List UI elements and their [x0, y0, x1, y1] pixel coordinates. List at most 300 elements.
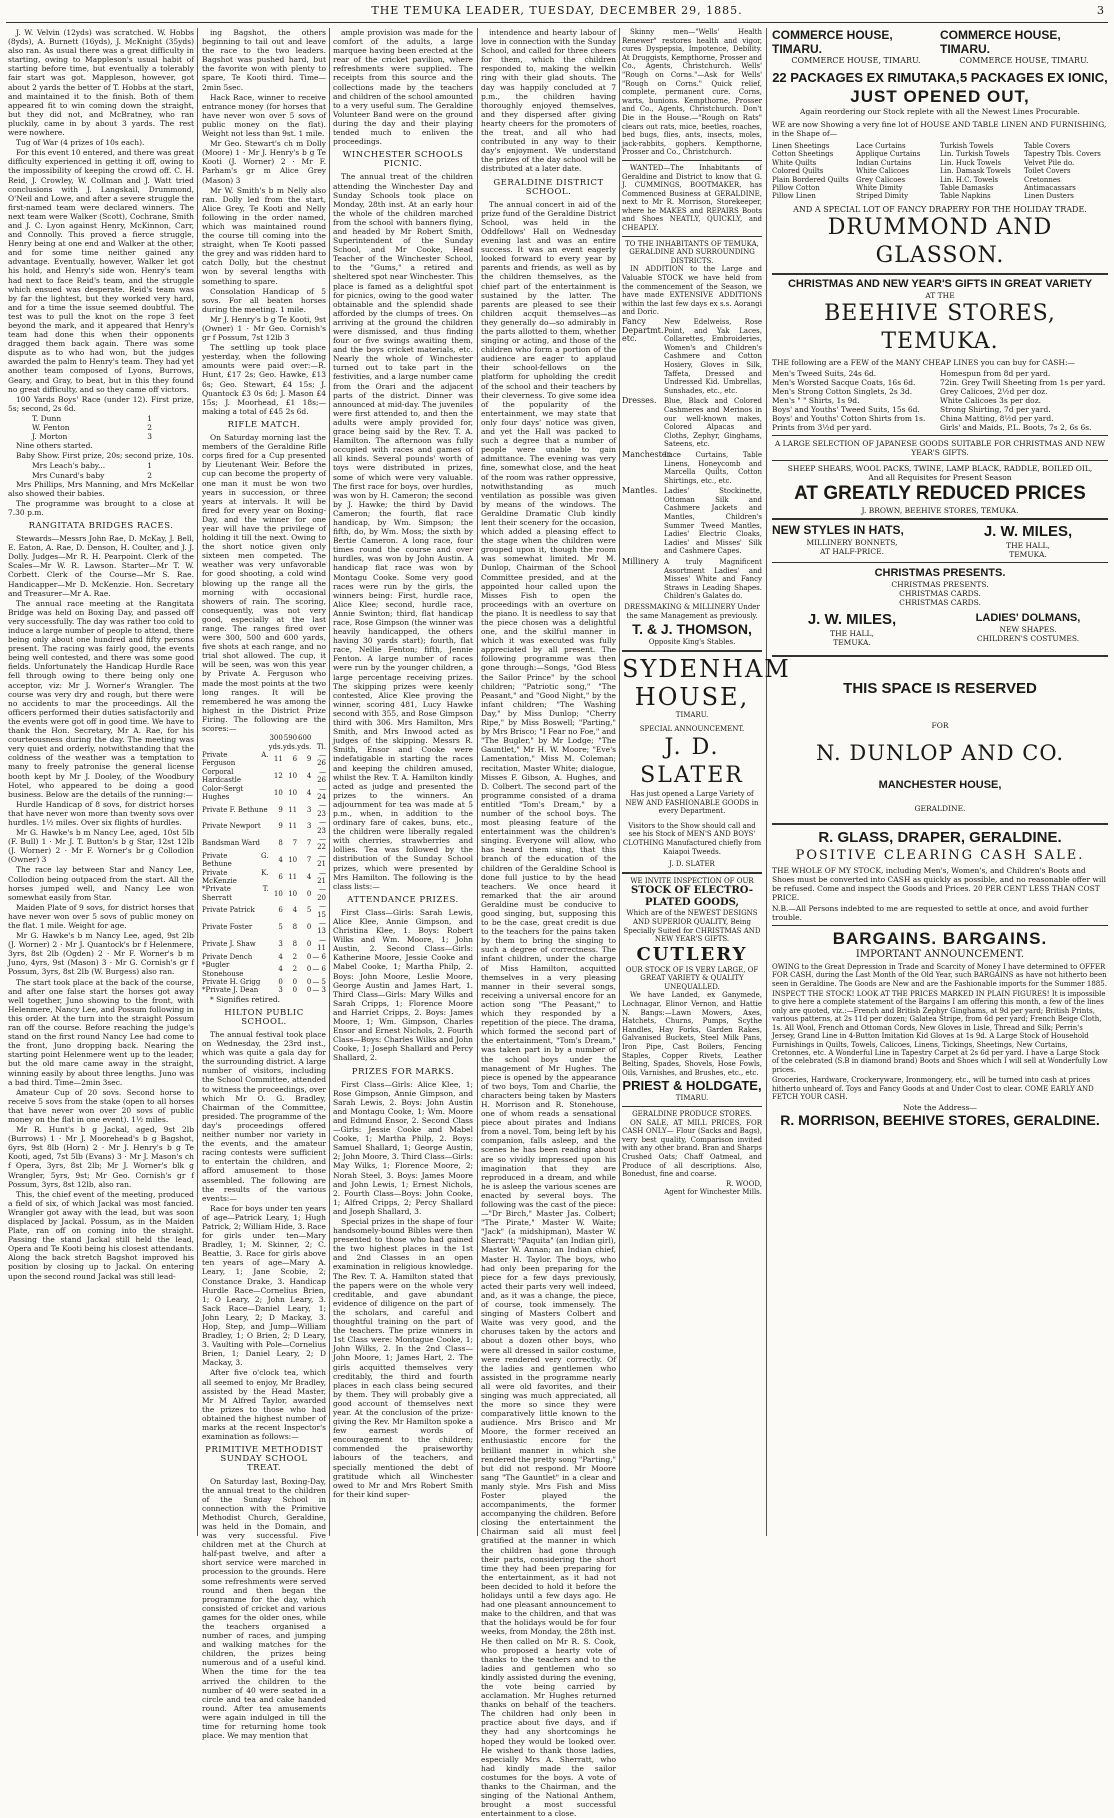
result-name: W. Fenton — [32, 423, 70, 433]
hurdle-results: Mr G. Hawke's b m Nancy Lee, aged, 10st 5lb (F. Bull) 1 · Mr J. T. Button's b g Star, 12st 12lb (J. Worner) 2 · Mr F. Worner's br g Collodion (Owner) 3 — [8, 828, 194, 865]
dept-text: Blue, Black and Colored Cashmeres and Merinos in our well-known makes, Colored Alpacas and Cloths, Zephyr, Ginghams, Sateens, etc. — [664, 397, 762, 449]
column-header: 300 — [269, 734, 283, 743]
score-cell: 3 — [306, 805, 312, 814]
tug-of-war-title: Tug of War (4 prizes of 10s each). — [16, 138, 145, 148]
cheap-lines-left — [772, 369, 933, 432]
column-unit: yds. — [297, 742, 312, 751]
divider — [622, 650, 762, 652]
score-cell: —21 — [317, 868, 326, 886]
score-cell: —11 — [317, 935, 326, 953]
winchester-continued: intendence and hearty labour of love in connection with the Sunday School, and called for three cheers for them, which the children responded to, making the welkin ring with their glad shouts. The day was happily concluded at 7 p.m., the children having thoroughly enjoyed themselves, and they dispersed after giving hearty cheers for the promoters of the treat, and all who had contributed in any way to their day's enjoyment. We understand the prizes of the day school will be distributed at a later date. — [481, 28, 616, 174]
result-place: 3 — [147, 432, 152, 442]
programme-close: The programme was brought to a close at 7.30 p.m. — [8, 498, 194, 517]
column-rule — [477, 28, 478, 1536]
reserved-for: FOR — [931, 720, 949, 730]
score-cell: 7 — [292, 839, 298, 848]
departments-list — [622, 318, 762, 601]
manchester-house: MANCHESTER HOUSE, — [878, 778, 1002, 791]
maiden-results: Mr G. Hawke's b m Nancy Lee, aged, 9st 2lb (J. Worner) 2 · Mr J. Quantock's br f Helenmere, 3yrs, 8st 2lb (Ogden) 2 · Mr F. Worner's b m Juno, 4yrs, 9st (Mason) 3 · Mr G. Cornish's gr f Possum, 3yrs, 8st 2lb (W. Burgess) also ran. — [8, 931, 194, 977]
column-advertisements — [622, 28, 791, 1536]
note-address: Note the Address— — [903, 1103, 977, 1113]
result-name: T. Dunn — [32, 413, 62, 423]
drummond-name: DRUMMOND AND GLASSON. — [827, 214, 1053, 268]
result-place: 2 — [147, 423, 152, 433]
rough-on-rats-ad: Skinny men—"Wells' Health Renewer" restores health and vigor, cures Dyspepsia, Impotence, Debility. At Druggists, Kempthorne, Prosser and Co., Agents, Christchurch. Wells' "Rough on Corns."—Ask for Wells' "Rough on Corns." Quick relief, complete, permanent cure. Corns, warts, bunions. Kempthorne, Prosser and Co., Agents, Christchurch. Don't Die in the House.—"Rough on Rats" clears out rats, mice, beetles, roaches, bed bugs, flies, ants, insects, moles, jack-rabbits, gophers. Kempthorne, Prosser and Co., Christchurch. — [622, 28, 762, 157]
hack-title: Hack Race, winner to receive entrance money (for horses that have never won over 5 sovs of public money on the flat). Weight not less than 9st. 1 mile. — [202, 92, 326, 139]
divider — [622, 160, 762, 161]
cheap-line-item: White Calicoes 3s per doz. — [940, 395, 1042, 405]
cheap-line-item: Homespun from 8d per yard. — [940, 368, 1051, 378]
table-row — [202, 978, 326, 986]
linen-item: Linen Sheetings — [772, 142, 830, 150]
divider — [772, 655, 1108, 657]
table-header — [202, 734, 326, 742]
showing-notice: WE are now Showing a very fine lot of HOUSE AND TABLE LINEN AND FURNISHING, in the Shape of— — [772, 120, 1107, 138]
commerce-title-right: COMMERCE HOUSE, TIMARU. — [940, 28, 1061, 56]
score-cell: 9 — [278, 822, 283, 831]
glass-name: R. GLASS, DRAPER, GERALDINE. — [818, 828, 1062, 846]
right-advertisements — [772, 28, 1108, 1536]
linen-item: Pillow Linen — [772, 192, 816, 201]
column-header: 590 — [283, 734, 298, 743]
commerce-subtitle: COMMERCE HOUSE, TIMARU. — [791, 56, 921, 65]
linen-item: Cotton Sheetings — [772, 150, 834, 159]
score-cell: 4 — [278, 965, 283, 974]
rangitata-heading: RANGITATA BRIDGES RACES. — [28, 520, 174, 531]
few-lines-notice: THE following are a FEW of the MANY CHEAP LINES you can buy for CASH:— — [772, 357, 1076, 367]
column-sports-results — [8, 28, 194, 1536]
dept-text: Lace Curtains, Table Linens, Honeycomb and Marcella Quilts, Cotton Shirtings, etc., etc. — [664, 450, 762, 485]
divider — [622, 1106, 762, 1107]
treat-continued: ample provision was made for the comfort of the adults, a large marquee having been erected at the rear of the cricket pavilion, where refreshments were supplied. The receipts from this source and the collections made by the teachers and children of the school amounted to a very useful sum. The Geraldine Volunteer Band were on the ground during the day and their playing tended much to enliven the proceedings. — [333, 28, 473, 147]
score-cell: 4 — [306, 788, 312, 797]
score-cell: — 6 — [312, 952, 326, 961]
miles-name: J. W. MILES, — [807, 610, 897, 628]
packages-ionic: 5 PACKAGES EX IONIC, — [959, 70, 1108, 85]
score-cell: 6 — [278, 906, 283, 915]
cummings-ad: WANTED—The Inhabitants of Geraldine and District to know that G. J. CUMMINGS, BOOTMAKER, has Commenced Business at GERALDINE, next to Mr R. Morrison, Storekeeper, where he MAKES and REPAIRS Boots and Shoes NEATLY, QUICKLY, and CHEAPLY. — [622, 163, 762, 233]
column-winchester — [333, 28, 473, 1536]
linen-item: Plain Bordered Quilts — [772, 175, 849, 184]
baby-results — [8, 461, 194, 479]
shooter-name: Corporal Hardcastle — [202, 767, 241, 785]
score-cell: 6 — [278, 872, 283, 881]
score-cell: —26 — [317, 767, 326, 785]
table-row — [202, 936, 326, 953]
score-cell: 8 — [292, 940, 298, 949]
score-cell: 3 — [278, 940, 283, 949]
score-cell: 4 — [278, 856, 283, 865]
score-cell: 0 — [306, 977, 312, 986]
cards-line: CHRISTMAS CARDS. — [899, 588, 981, 598]
column-unit: yds. — [268, 742, 283, 751]
linen-item: Table Napkins — [940, 192, 991, 201]
hack-results: Mr Geo. Stewart's ch m Dolly (Moore) 1 · Mr J. Henry's b g Te Kooti (J. Worner) 2 · Mr F. Parham's gr m Alice Grey (Mason) 3 — [202, 139, 326, 185]
shears-line: SHEEP SHEARS, WOOL PACKS, TWINE, LAMP BLACK, RADDLE, BOILED OIL, — [787, 463, 1093, 473]
presents-heading: CHRISTMAS PRESENTS. — [874, 566, 1006, 579]
at-the: AT THE — [925, 290, 955, 300]
column-unit: yds. — [282, 742, 298, 751]
linen-item: Table Covers — [1024, 142, 1070, 150]
primitive-text: On Saturday last, Boxing-Day, the annual treat to the children of the Sunday School in connection with the Primitive Methodist Church, Geraldine, was held in the Domain, and was very successful. Five children met at the Church at half-past twelve, and after a short service were marched in procession to the grounds. Here some refreshments were served round and then began the programme for the day, which consisted of cricket and various games for the older ones, while the teachers organised a number of races, and jumping and walking matches for the children, the prizes being numerous and of a useful kind. When the time for the tea arrived the children to the number of 40 were seated in a circle and tea and cake handed round. After tea amusements were again indulged in till the time for returning home took place. We may mention that — [202, 1476, 326, 1741]
score-cell: 0 — [278, 977, 283, 986]
childrens-costumes: CHILDREN'S COSTUMES. — [976, 633, 1080, 643]
cutlery-text-2: We have Landed, ex Ganymede, Lochnagar, Elinor Vernon, and Hattie N. Bangs:—Lawn Mowers, Axes, Hatchets, Churns, Pumps, Scythe Handles, Hay Forks, Garden Rakes, Galvanised Buckets, Steel Milk Pans, Iron Pipe, Cast Boilers, Fencing Staples, Copper Rivets, Leather Belting, Spades, Shovels, Hose Fowls, Oils, Varnishes, and Brushes, etc., etc. — [622, 991, 762, 1077]
score-cell: 0 — [306, 889, 312, 898]
cheap-line-item: China Matting, 8½d per yard. — [940, 413, 1054, 423]
score-cell: 8 — [292, 923, 298, 932]
dept-text: Ladies' Stockinette, Ottoman Silk and Cashmere Jackets and Mantles, Children's Summer Tweed Mantles, Ladies' Electric Cloaks, Ladies' and Misses' Silk and Cashmere Capes. — [664, 487, 762, 556]
slater-signature: J. D. SLATER — [669, 860, 715, 869]
clearing-text: THE WHOLE OF MY STOCK, including Men's, Women's, and Children's Boots and Shoes must be converted into CASH as quickly as possible, and no reasonable offer will be refused. Come and inspect the Goods and Prices. 20 PER CENT LESS THAN COST PRICE. — [772, 865, 1107, 902]
table-row — [202, 818, 326, 835]
hack-text: Mr W. Smith's b m Nelly also ran. Dolly led from the start, Alice Grey, Te Kooti and Nelly following in the order named, which was maintained round the course till coming into the straight, when Te Kooti passed the grey and was ridden hard to catch Dolly, but the chestnut won by several lengths with something to spare. — [202, 185, 326, 286]
linen-item: Linen Dusters — [1024, 192, 1074, 201]
score-cell: 9 — [306, 755, 312, 764]
baby-show-title: Baby Show. First prize, 20s; second prize, 10s. — [16, 451, 194, 461]
dept-text: New Edelweiss, Rose Point, and Yak Laces, Collarettes, Embroideries, Women's and Children's Cashmere and Cotton Hosiery, Gloves in Silk, Taffeta, Dressed and Undressed Kid. Umbrellas, Sunshades, etc., etc. — [664, 318, 762, 395]
dept-text: A truly Magnificent Assortment Ladies' and Misses' White and Fancy Straws in Leading Shapes. Children's Galates do. — [664, 558, 762, 601]
table-row — [202, 852, 326, 869]
score-cell: 10 — [288, 889, 298, 898]
table-row — [202, 785, 326, 802]
rifle-text: On Saturday morning last the members of the Geraldine Rifle corps fired for a Cup presented by Lieutenant Weir. Before the cup can become the property of one man it must be won two years in succession, or three years at intervals. It will be fired for every year on Boxing-Day, and the winner for one year will have the privilege of holding it till the next. Owing to the short notice given only sixteen men competed. The weather was very unfavorable for good shooting, a cold wind blowing up the range all the morning with occasional showers of rain. The scoring, consequently, was not very good, especially at the last range. The ranges fired over were 300, 500 and 600 yards, five shots at each range, and no trial shot allowed. The cup, it will be seen, was won this year by Private A. Ferguson who made the most points at the two long ranges. It will be remembered he was among the highest in the District Prize Firing. The following are the scores:— — [202, 433, 326, 734]
races-intro: J. W. Velvin (12yds) was scratched. W. Hobbs (8yds), A. Burnett (16yds), J. McKnight (35yds) also ran. As usual there was a great difficulty in starting, owing to Mappleson's usual habit of starting before time, but eventually a tolerably fair start was got. Mappleson, however, got about 2 yards the better of T. Hobbs at the start, and maintained it to the finish. Both of them appeared fit to win coming down the straight, but they did not, and McBratney, who ran pluckily, came in by about 3 yards. The rest were nowhere. — [8, 28, 194, 138]
linen-item: White Calicoes — [856, 167, 909, 176]
score-cell: 5 — [278, 923, 283, 932]
divider — [772, 435, 1108, 436]
cheap-line-item: Girls' and Maids, P.L. Boots, 7s 2, 6s 6s. — [940, 422, 1092, 432]
dept-name: Fancy Departmt. etc. — [622, 317, 664, 344]
score-cell: — 5 — [312, 977, 326, 986]
score-cell: 10 — [288, 771, 298, 780]
maiden-text: The start took place at the back of the course, and after one false start the horses got away well together, Juno showing to the front, with Helenmere, Nancy Lee, and Possum following in this order. At the turn into the straight Possum ran off the course. Before reaching the judge's stand on the first round Nancy Lee had come to the front, Juno dropping back. Nearing the starting point Helenmere went up to the leader, but the old mare came away in the straight, winning easily by about three lengths. Juno was a bad third. Time—2min 3sec. — [8, 977, 194, 1087]
cheap-line-item: Boys' and Youths' Tweed Suits, 15s 6d. — [772, 404, 920, 414]
shooter-name: *Private J. Dean — [202, 986, 259, 995]
cheap-line-item: 72in. Grey Twill Sheeting from 1s per yard. — [940, 377, 1106, 387]
morrison-name: R. MORRISON, BEEHIVE STORES, GERALDINE. — [780, 1112, 1100, 1129]
amateur-text: This, the chief event of the meeting, produced a field of six, of which Jackal was most fancied. Wrangler got away with the lead, but was soon displaced by Jackal. Possum, as in the Maiden Plate, ran off on coming into the straight. Passing the stand Jackal still held the lead, Opera and Te Kooti being his closest attendants. Along the back stretch Bagshot improved his position by closing up to Jackal. On entering upon the second round Jackal was still lead- — [8, 1189, 194, 1281]
column-unit — [202, 743, 269, 751]
score-cell: 11 — [273, 755, 283, 764]
score-cell: 4 — [292, 906, 298, 915]
score-cell: 2 — [292, 965, 298, 974]
shooter-name: Color-Sergt Hughes — [202, 784, 244, 801]
shooter-name: Private H. Grigg — [202, 977, 261, 986]
linen-item: Striped Dimity — [856, 192, 909, 201]
produce-signature: R. WOOD, — [726, 1179, 762, 1188]
cheap-line-item: Men's Strong Cotton Singlets, 2s 3d. — [772, 386, 913, 396]
sydenham-name: SYDENHAM HOUSE, — [622, 654, 791, 711]
settling-text: The settling up took place yesterday, when the following amounts were paid over:—R. Hunt, £17 2s; Geo. Hawke, £13 6s; Geo. Stewart, £4 15s; J. Quantock £3 0s 6d; J. Mason £4 15s; J. Moorhead, £1 18s;—making a total of £45 2s 6d. — [202, 343, 326, 416]
linen-item: Lin. Damask Towels — [940, 167, 1011, 176]
winchester-heading: WINCHESTER SCHOOLS PICNIC. — [342, 150, 464, 170]
miles-name: J. W. MILES, — [983, 522, 1073, 540]
score-cell: 0 — [306, 952, 312, 961]
column-unit: Tl. — [316, 742, 326, 751]
rangitata-text: The annual race meeting at the Rangitata Bridge was held on Boxing Day, and passed off very successfully. The day was rather too cold to induce a large number of people to attend, there being only about one hundred and fifty persons present. The racing was fairly good, the events being well contested, and there was some good fields. Unfortunately the Handicap Hurdle Race fell through owing to there being only one acceptor, viz: Mr J. Worner's Wrangler. The course was very dry and rough, but there were no accidents to mar the proceedings. All the officers performed their duties satisfactorily and the events were got off in good time. We have to thank the Hon. Secretary, Mr A. Rae, for his courteousness during the day. The meeting was very quiet and orderly, notwithstanding that the coldness of the weather was a temptation to many to freely patronise the general license booth kept by Mr J. Dooley, of the Woodbury Hotel, who appeared to be doing a good business. Below are the details of the running:— — [8, 598, 194, 799]
electro-title: STOCK OF ELECTRO-PLATED GOODS, — [630, 885, 753, 909]
score-cell: 10 — [273, 788, 283, 797]
miles-town: TEMUKA. — [833, 637, 871, 647]
produce-agent: Agent for Winchester Mills. — [664, 1188, 762, 1197]
shooter-name: Private Newport — [202, 822, 261, 831]
table-row — [202, 751, 326, 768]
score-cell: 4 — [278, 952, 283, 961]
shooter-name: Private Dench — [202, 952, 253, 961]
table-row — [202, 961, 326, 978]
table-row — [202, 885, 326, 902]
score-cell: 11 — [288, 805, 298, 814]
table-header — [202, 743, 326, 751]
score-cell: —24 — [317, 784, 326, 801]
hurdle-title: Hurdle Handicap of 8 sovs, for district horses that have never won more than twenty sovs over hurdles. 1½ miles. Over six flights of hurdles. — [8, 799, 194, 827]
special-announcement: SPECIAL ANNOUNCEMENT. — [639, 725, 745, 734]
linen-item: Lin. Huck Towels — [940, 158, 1002, 167]
slater-text-2: Visitors to the Show should call and see his Stock of MEN'S AND BOYS' CLOTHING Manufactured chiefly from Kaiapoi Tweeds. — [622, 821, 762, 856]
reserved-heading: THIS SPACE IS RESERVED — [843, 679, 1037, 697]
linen-item: Lin. Turkish Towels — [940, 150, 1010, 159]
dept-name: Dresses. — [622, 396, 657, 406]
table-row — [202, 835, 326, 852]
score-cell: 3 — [278, 986, 283, 995]
column-header — [311, 734, 326, 742]
rifle-heading: RIFLE MATCH. — [227, 419, 301, 430]
score-cell: 0 — [306, 940, 312, 949]
divider — [622, 872, 762, 874]
result-name: Mrs Leach's baby... — [32, 461, 106, 471]
table-row — [202, 869, 326, 886]
geraldine-school-text: The annual concert in aid of the prize fund of the Geraldine District School, was held in the Oddfellows' Hall on Wednesday evening last and was an entire success. It was an event eagerly looked forward to every year by parents and friends, as well as by the children themselves, as the chief part of the entertainment is sustained by the latter. The parents are pleased to see their children acquit themselves—as they generally do—so admirably in the parts allotted to them, whether singing or acting, and those of the children who form a portion of the audience are eager to applaud their school-fellows on the platform for upholding the credit of the school and their teachers by their cleverness. To give some idea of the popularity of the entertainment, we may state that only four days' notice was given, and yet the Hall was packed to such a degree that a number of people were unable to gain admittance. The evening was very fine, somewhat close, and the heat of the room was rather oppressive, notwithstanding as much ventilation as possible was given by means of the windows. The Geraldine Dramatic Club kindly lent their scenery for the occasion, which added a pleasing effect to the stage when the children were grouped upon it, though the room was somewhat limited. Mr M. Dunlop, Chairman of the School Committee presided, and at the appointed hour called upon the Misses Fish to open the proceedings with an overture on the piano. It is needless to say that the piece chosen was a delightful one, and the skilful manner in which it was executed was fully appreciated by all present. The following programme was then gone through:—Songs, "God Bless the Sailor Prince" by the school children; "Patriotic song," "The Peasant," and "Good Night," by the infant children; "The Washing Day," by Miss Dunlop; "Cherry Ripe," by Miss Boswell; "Parting," by Mrs Brisco; "I Fear no Foe," and "The Bugler," by Mr Lodge; "The Gauntlet," Mr H. W. Moore; "Eve's Lamentation," Miss M. Coleman; recitation, Master White; dialogue, Misses F. Gibson, A. Hughes, and D. Colbert. The second part of the programme consisted of a drama entitled "Tom's Dream," by a number of the school boys. The most pleasing feature of the entertainment was the children's singing. Everyone will allow, who has heard them sing, that this branch of the education of the children of the Geraldine School is done full justice to by the head teachers. We once heard it remarked that the air around Geraldine must be conducive to good singing, but, supposing this to be the case, great credit is due to the teachers for the pains taken by them to bring the singing to such a degree of correctness. The infant children, under the charge of Miss Hamilton, acquitted themselves in a very pleasing manner in their several songs, receiving a universal encore for an action song "The Peasant," to which they responded by a repetition of the piece. The drama, which formed the second part of the entertainment, "Tom's Dream," was taken part in by a number of the school boys under the management of Mr Hughes. The piece is opened by the appearance of two boys, Tom and Charlie, the characters being taken by Masters H. Morrison and R. Stonehouse, one of whom reads a sensational piece about pirates and Indians from a novel. Tom, being left by his companion, falls asleep, and the scenes he has been reading about are so vividly impressed upon his imagination that they are reproduced in a dream, and while he is asleep the various scenes are enacted by several boys. The following was the cast of the piece:—"Dr Birch," Master Jas. Colbert; "The Pirate," Master W. Waite; "Jack" (a midshipman), Master W. Sherratt; "Paquita" (an Indian girl), Master W. Annan; an Indian chief, Master H. Taylor. The boys, who had only been preparing for the piece for a few days previously, acted their parts very well indeed, and, as it was a change, the piece, of course, took immensely. The singing of Masters Colbert and Waite was very good, and the choruses taken by the actors and about a dozen other boys, who were all dressed in sailor costume, were rendered very correctly. Of the ladies and gentlemen who assisted in the programme nearly all were old favorites, and their singing was much appreciated, all the more so since they were comparatively little known to the audience. Mrs Brisco and Mr Moore, the former received an enthusiastic encore for the brilliant manner in which she rendered the pretty song "Parting," but did not respond. Mr Moore sang "The Gauntlet" in a clear and manly style. Mrs Fish and Miss Foster played the accompaniments, the former accompanying the children. Before closing the entertainment the Chairman said all must feel gratified at the manner in which the children had gone through their parts, considering the short time they had been preparing for the entertainment, as it had not been decided to hold it before the holidays until a few days ago. He had one pleasant announcement to make to the children, and that was that the holidays would be for four weeks, from Monday, the 28th inst. He then called on Mr R. S. Cook, who proposed a hearty vote of thanks to the teachers and to the ladies and gentlemen who so kindly assisted during the evening, the vote being carried by acclamation. Mr Hughes returned thanks on behalf of the teachers. The children had only been in practice about five days, and if they had any shortcomings he hoped they would be looked over. He wished to thank those ladies, especially Mrs A. Sherratt, who had kindly made the sailor costumes for the boys. A vote of thanks to the Chairman, and the singing of the National Anthem, brought a most successful entertainment to a close. — [481, 199, 616, 1818]
shooter-name: *Private T. Sherratt — [202, 885, 269, 902]
shooter-name: Private A. Ferguson — [202, 750, 269, 768]
produce-heading: GERALDINE PRODUCE STORES. — [632, 1110, 752, 1118]
shooter-name: *Bugler Stonehouse — [202, 961, 244, 978]
bargains-heading: BARGAINS. BARGAINS. — [832, 928, 1048, 948]
table-row — [202, 902, 326, 919]
new-styles: NEW STYLES IN HATS, — [772, 522, 904, 537]
brown-signature: J. BROWN, BEEHIVE STORES, TEMUKA. — [861, 505, 1019, 515]
cheap-lines — [772, 369, 1108, 432]
rifle-scores-table — [202, 734, 326, 995]
dept-name: Manchester. — [622, 449, 673, 459]
table-row — [202, 953, 326, 961]
score-cell: 11 — [288, 822, 298, 831]
stewards: Stewards—Messrs John Rae, D. McKay, J. Bell, E. Eaton, A. Rae, D. Denson, H. Coulter, and J. J. Dolly. Judges—Mr R. H. Pearpoint. Clerk of the Scales—Mr W. R. Lawson. Starter—Mr T. W. Corbett. Clerk of the Course—Mr S. Rae. Handicapper—Mr D. McKenzie. Hon. Secretary and Treasurer—Mr A. Rae. — [8, 534, 194, 598]
score-cell: —20 — [317, 885, 326, 902]
linen-item: Toilet Covers — [1024, 167, 1071, 176]
thomson-address: Opposite King's Stables. — [648, 638, 736, 647]
requisites-line: And all Requisites for Present Season — [868, 472, 1012, 482]
score-cell: 3 — [306, 822, 312, 831]
important-announcement: IMPORTANT ANNOUNCEMENT. — [855, 948, 1025, 960]
score-cell: —26 — [317, 750, 326, 768]
score-cell: 12 — [273, 771, 283, 780]
again-notice: Again reordering our Stock replete with all the Newest Lines Procurable. — [800, 107, 1080, 116]
score-cell: 0 — [306, 965, 312, 974]
score-cell: 10 — [273, 889, 283, 898]
score-cell: —15 — [317, 902, 326, 919]
score-cell: 8 — [278, 839, 283, 848]
cheap-line-item: Grey Calicoes, 2½d per doz. — [940, 386, 1048, 396]
attendance-heading: ATTENDANCE PRIZES. — [347, 894, 459, 905]
consolation-title: Consolation Handicap of 5 sovs. For all beaten horses during the meeting. 1 mile. — [202, 286, 326, 314]
linen-item: Indian Curtains — [856, 158, 912, 167]
column-geraldine-school — [481, 28, 616, 1818]
score-cell: 4 — [306, 771, 312, 780]
beehive-name: BEEHIVE STORES, TEMUKA. — [824, 300, 1056, 354]
table-row — [202, 801, 326, 818]
winchester-text: The annual treat of the children attending the Winchester Day and Sunday Schools took place on Monday, 28th inst. At an early hour the whole of the children marched from the school with banners flying, and headed by Mr Robert Smith, Superintendent of the Sunday School, and Mr Cooke, Head Teacher of the Winchester School, to the "Gums," a retired and sheltered spot near Winchester. This place is famed as a delightful spot for picnics, owing to the good water obtainable and the splendid shade afforded by the clumps of trees. On arriving at the ground the children were dismissed, and thus finding four or five swings awaiting them, and the boys cricket materials, etc. Nearly the whole of Winchester turned out to take part in the festivities, and a large number came from the Orari and the adjacent parts of the district. Dinner was announced at mid-day. The juveniles were first attended to, and then the adults were amply provided for, grace being said by the Rev. T. A. Hamilton. The afternoon was fully occupied with races and games of all kinds. Several pounds' worth of toys were distributed in prizes, some of which were very valuable. The first race for boys, over hurdles, was won by H. Cameron; the second by J. Hawke; the third by David Cameron; the fourth, flat race handicap, by Wm. Simpson; the fifth, do, by Wm. Moss; the sixth by Bertie Cameron. A long race, four times round the course and over hurdles, was won by John Austin. A handicap flat race was won by Montagu Cooke. Some very good races were run by the girls, the winners being: First, hurdle race, Alice Klee; second, hurdle race, Annie Swinton; third, flat handicap race, Rose Gimpson (the winner was heavily handicapped, the others having 30 yards start); fourth, flat race, Nellie Fenton; fifth, Jennie Fenton. A large number of races were run by the younger children, a large percentage receiving prizes. The skipping prizes were keenly contested, Alice Klee proving the winner, scoring 481, Lucy Hawke second with 355, and Rose Gimpson third with 306. Mrs Hamilton, Mrs Smith, and Mrs Inwood acted as judges of the skipping. Messrs R. Smith, Ensor and Cooke were indefatigable in starting the races and keeping the children amused, whilst the Rev. T. A. Hamilton kindly acted as judge and presented the prizes to the winners. An adjournment for tea was made at 5 p.m., when, in addition to the ordinary fare of cakes, buns, etc., the children were liberally regaled with cherries, strawberries and lollies. Tea was followed by the distribution of the Sunday School prizes, which were presented by Mrs Hamilton. The following is the class lists:— — [333, 172, 473, 891]
packages-rimutaka: 22 PACKAGES EX RIMUTAKA, — [772, 70, 960, 85]
dressmaking-note: DRESSMAKING & MILLINERY Under the same Management as previously. — [624, 603, 760, 620]
marks-heading: PRIZES FOR MARKS. — [351, 1066, 455, 1077]
cutlery-title: CUTLERY — [636, 943, 748, 965]
shooter-name: Private K. McKenzie — [202, 868, 269, 886]
score-cell: — 3 — [312, 986, 326, 995]
score-cell: 11 — [288, 872, 298, 881]
commerce-title-left: COMMERCE HOUSE, TIMARU. — [772, 28, 893, 56]
hilton-results: Race for boys under ten years of age—Patrick Leary, 1; Hugh Patrick, 2; William Hide, 3. Race for girls under ten—Mary Bradley, 1; M. Skinner, 2; C. Beattie, 3. Race for girls above ten years of age—Mary A. Leary, 1; Jane Scobie, 2; Constance Drake, 3. Handicap Hurdle Race—Cornelius Brien, 1; O Leary, 2; John Leary, 3. Sack Race—Daniel Leary, 1; John Leary, 2; D Mackay, 3. Hop, Step, and Jump—William Bradley, 1; O Brien, 2; D Leary, 3. Vaulting with Pole—Cornelius Brien, 1; Daniel Leary, 2; D Mackay, 3. — [202, 1203, 326, 1368]
shooter-name: Private G. Bethune — [202, 851, 269, 869]
score-cell: 9 — [278, 805, 283, 814]
electro-intro: WE INVITE INSPECTION OF OUR — [630, 876, 754, 885]
linen-item: Cretonnes — [1024, 175, 1061, 184]
cheap-line-item: Prints from 3½d per yard. — [772, 422, 872, 432]
score-cell: 5 — [306, 906, 312, 915]
linen-item: Lace Curtains — [856, 142, 906, 150]
produce-text: ON SALE, AT MILL PRICES, FOR CASH ONLY— Flour (Sacks and Bags), very best quality, Comparison invited with any other brand. Bran and Sharps Crushed Oats; Chaff Oatmeal, and Produce of all descriptions. Also, Bonedust, fine and coarse. — [622, 1118, 762, 1179]
linen-item: Tapestry Tbls. Covers — [1024, 150, 1101, 159]
top-rule — [6, 22, 1108, 23]
priest-address: TIMARU. — [675, 1094, 709, 1103]
result-name: Mrs Cunard's baby — [32, 470, 105, 480]
dunlop-town: GERALDINE. — [914, 803, 966, 813]
cutlery-text: OUR STOCK OF IS VERY LARGE, OF GREAT VARIETY & QUALITY UNEQUALLED. — [625, 965, 759, 991]
priest-name: PRIEST & HOLDGATE, — [622, 1078, 762, 1094]
slater-name: J. D. SLATER — [640, 734, 744, 788]
score-cell: 0 — [306, 986, 312, 995]
score-cell: —23 — [317, 818, 326, 835]
linen-item: Antimacassars — [1024, 184, 1076, 193]
cheap-line-item: Men's Worsted Sacque Coats, 16s 6d. — [772, 377, 916, 387]
addition-notice: IN ADDITION to the Large and Valuable STOCK we have held from the commencement of the Season, we have made EXTENSIVE ADDITIONS within the last few days ex s.s. Aorangi and Doric. — [622, 265, 762, 317]
divider — [772, 460, 1108, 461]
nine-others: Nine others started. — [16, 441, 93, 451]
column-races-rifle — [202, 28, 326, 1741]
primitive-heading: PRIMITIVE METHODIST SUNDAY SCHOOL TREAT. — [205, 1445, 323, 1474]
score-cell: —23 — [317, 801, 326, 818]
reduced-prices: AT GREATLY REDUCED PRICES — [794, 482, 1086, 504]
linen-item: Applique Curtains — [856, 150, 921, 159]
column-rule — [197, 28, 198, 1536]
page-number: 3 — [1097, 4, 1104, 17]
hilton-text: The annual festival took place on Wednesday, the 23rd inst., which was quite a gala day for the surrounding district. A large number of visitors, including the School Committee, attended to witness the proceedings, over which Mr O. G. Bradley, Chairman of the Committee, presided. The programme of the day's proceedings offered neither number nor variety in the events, and the amateur racing contests were sufficient to entertain the children, and afford amusement to those assembled. The following are the results of the various events:— — [202, 1030, 326, 1203]
cheap-line-item: Boys' and Youths' Cotton Shirts from 1s. — [772, 413, 926, 423]
divider — [772, 562, 1108, 563]
column-header: 600 — [298, 734, 312, 743]
yards-race-title: 100 Yards Boys' Race (under 12). First prize, 5s; second, 2s 6d. — [8, 394, 194, 413]
hurdle-text: The race lay between Star and Nancy Lee, Collodion being outpaced from the start. All the horses jumped well, and Nancy Lee won somewhat easily from Star. — [8, 865, 194, 902]
xmas-gifts: CHRISTMAS AND NEW YEAR'S GIFTS IN GREAT VARIETY — [787, 277, 1093, 290]
cheap-line-item: Strong Shirting, 7d per yard. — [940, 404, 1051, 414]
result-place: 1 — [147, 461, 152, 471]
amateur-title: Amateur Cup of 20 sovs. Second horse to receive 5 sovs from the stake (open to all horses that have never won over 20 sovs of public money on the flat in one event). 1½ miles. — [8, 1087, 194, 1124]
divider — [772, 925, 1108, 926]
divider — [772, 518, 1108, 520]
presents-line: CHRISTMAS PRESENTS. — [891, 579, 989, 589]
shooter-name: Private Foster — [202, 923, 253, 932]
score-cell: 0 — [306, 923, 312, 932]
retired-note: * Signifies retired. — [210, 994, 281, 1004]
column-rule — [619, 28, 620, 1536]
inhabitants-notice: TO THE INHABITANTS OF TEMUKA, GERALDINE AND SURROUNDING DISTRICTS. — [625, 239, 759, 265]
owing-text: OWING to the Great Depression in Trade and Scarcity of Money I have determined to OFFER FOR CASH, during the Last Month of the Old Year, such BARGAINS as have not hitherto been seen in Geraldine. The Goods are New and are the Fashionable imports for the Summer 1885. — [772, 962, 1107, 988]
nb-note: N.B.—All Persons indebted to me are requested to settle at once, and avoid further trouble. — [772, 903, 1089, 922]
inspect-text: INSPECT THE STOCK! LOOK AT THE PRICES MARKED IN PLAIN FIGURES! It is impossible to give here a complete statement of the Bargains I am offering this month, a few of the lines only are quoted, viz.:—French and British Zephyr Ginghams, at 9d per yard; British Prints, various patterns, at 2s 11d per dozen; Galatea Stripe, from 6d per yard; French Beige Cloth, 1s. All Wool, French and Ottoman Cords, New Gloves in Lisle, Thread and Silk; Perrin's Jersey, Grand Line in 4-Button Imitation Kid Gloves at 1s 9d. A Large Stock of Household Furnishings in Quilts, Towels, Calicoes, Linens, Tickings, Sheetings, New Curtains, Cretonnes, etc. A Wonderful Line in Tapestry Carpet at 2s 6d per yard. I have a Large Stock of the celebrated (S.B in diamond brand) Boots and Shoes which I will sell at Wonderfully Low prices. — [772, 990, 1108, 1074]
thomson-name: T. & J. THOMSON, — [632, 621, 752, 638]
score-cell: 0 — [292, 986, 298, 995]
miles-hall: THE HALL, — [830, 628, 874, 638]
score-cell: 4 — [306, 872, 312, 881]
race-continued: ing Bagshot, the others beginning to tail out and leave the race to the two leaders. Bagshot was pushed hard, but the favorite won with plenty to spare, Te Kooti third. Time—2min 5sec. — [202, 28, 326, 92]
score-cell: — 6 — [312, 965, 326, 974]
masthead: THE TEMUKA LEADER, TUESDAY, DECEMBER 29, 1885. — [371, 4, 743, 17]
groceries-text: Groceries, Hardware, Crockeryware, Ironmongery, etc., will be turned into cash at prices hitherto unheard of. Toys and Fancy Goods at and Under Cost to clear. COME EARLY AND FETCH YOUR CASH. — [772, 1076, 1094, 1101]
result-name: J. Morton — [32, 432, 68, 442]
linen-item: Turkish Towels — [940, 142, 994, 150]
amateur-results: Mr R. Hunt's b g Jackal, aged, 9st 2lb (Burrows) 1 · Mr J. Moorehead's b g Bagshot, 6yrs, 9st 8lb (Horn) 2 · Mr J. Henry's b g Te Kooti, aged, 7st 5lb (Evans) 3 · Mr J. Mason's ch f Opera, 3yrs, 8st 2lb; Mr J. Worner's blk g Wrangler, 5yrs, 9st; Mr Geo. Cornish's gr f Possum, 3yrs, 8st 12lb, also ran. — [8, 1125, 194, 1189]
miles-hall: THE HALL, — [1006, 540, 1050, 550]
score-cell: 2 — [292, 952, 298, 961]
half-price: AT HALF-PRICE. — [820, 546, 884, 556]
attendance-text: First Class—Girls: Sarah Lewis, Alice Klee, Annie Gimpson, and Christina Klee, 1. Boys: Robert Wilks and Wm. Moore, 1; John Austin, 2. Second Class—Girls: Katherine Moore, Jessie Cooke and Mabel Cooke, 1; Martha Philp, 2. Boys: John Moore, Leslie Moore, George Austin and James Hart, 1. Third Class—Girls: Mary Wilks and Sarah Cripps, 1; Florence Moore and Harriet Cripps, 2. Boys: James Moore, 1; Wm. Gimpson, Charles Ensor and Ernest Nichols, 2. Fourth Class—Boys: Charles Wilks and John Cooke, 1; Joseph Shallard and Percy Shallard, 2. — [333, 907, 473, 1063]
drapery-line: AND A SPECIAL LOT OF FANCY DRAPERY FOR THE HOLIDAY TRADE. — [793, 204, 1087, 214]
marks-text: First Class—Girls: Alice Klee, 1; Rose Gimpson, Annie Gimpson, and Sarah Lewis, 2. Boys: John Austin and Montagu Cooke, 1; Wm. Moore and Edmund Ensor, 2. Second Class—Girls: Jessie Cooke and Mabel Cooke, 1; Martha Philp, 2. Boys: Samuel Shallard, 1; George Austin, 2; John Moore, 3. Third Class—Girls: May Wilks, 1; Florence Moore, 2; Norah Steel, 3. Boys: James Moore and John Lewis, 1; Ernest Nichols, 2. Fourth Class—Boys: John Cooke, 1; Alfred Cripps, 2; Percy Shallard and Joseph Shallard, 3. — [333, 1079, 473, 1216]
shooter-name: Private Patrick — [202, 906, 255, 915]
consolation-results: Mr J. Henry's b g Te Kooti, 9st (Owner) 1 · Mr Geo. Cornish's gr f Possum, 7st 12lb 3 — [202, 314, 326, 343]
table-row — [202, 768, 326, 785]
cheap-line-item: Men's Tweed Suits, 24s 6d. — [772, 368, 877, 378]
baby-show-text: Mrs Phillips, Mrs Manning, and Mrs McKellar also showed their babies. — [8, 479, 194, 498]
japanese-goods: A LARGE SELECTION OF JAPANESE GOODS SUITABLE FOR CHRISTMAS AND NEW YEAR'S GIFTS. — [774, 438, 1106, 457]
divider — [772, 823, 1108, 825]
commerce-subtitle: COMMERCE HOUSE, TIMARU. — [959, 56, 1089, 65]
tug-of-war-text: For this event 10 entered, and there was great difficulty experienced in getting it off, owing to the impossibility of keeping the crowd off. C. H. Reid, J. Crowley, W. Collman and J. Watt tried conclusions with J. Langskail, Drummond, O'Neil and Lowe, and after a severe struggle the first-named team were declared winners. The next team were Walker (Scott), Cochrane, Smith and J. C. Lyon against Henry, McKinnon, Carr, and Connolly. This proved a fierce struggle, Henry being at one end and Walker at the other, and for some time neither gained any advantage. Eventually, however, Walker let got his hold, and Henry's side won. Henry's team had next to face Reid's team, and the struggle which ensued was desperate. Reid's team was by far the lightest, but they worked very hard, and for a time the issue seemed doubtful. The test was to pull the knot on the rope 3 feet beyond the mark, and it appeared that Henry's team had done this when their opponents dragged them back again. There was some dispute as to who had won, but the judges awarded the palm to Henry's team. They had yet another team composed of Lyons, Burrows, Geary, and Gray, to beat, but in this they found no great difficulty, and so they came off victors. — [8, 148, 194, 394]
dept-name: Millinery — [622, 557, 659, 567]
cheap-lines-right — [940, 369, 1108, 432]
maiden-title: Maiden Plate of 9 sovs, for district horses that have never won over 5 sovs of public money on the flat. 1 mile. Weight for age. — [8, 902, 194, 930]
clearing-sale: POSITIVE CLEARING CASH SALE. — [795, 847, 1085, 863]
linen-item: Lin. H.C. Towels — [940, 175, 999, 184]
hilton-heading: HILTON PUBLIC SCHOOL. — [224, 1007, 304, 1027]
score-cell: 10 — [288, 856, 298, 865]
linen-item: Grey Calicoes — [856, 175, 906, 184]
result-place: 1 — [147, 413, 152, 423]
millinery-bonnets: MILLINERY BONNETS, — [806, 537, 898, 547]
hilton-text-2: After five o'clock tea, which all seemed to enjoy, Mr Bradley, assisted by the Head Master, Mr M Alfred Taylor, awarded the prizes to those who had obtained the highest number of marks at the recent Inspector's examination as follows:— — [202, 1368, 326, 1442]
shooter-name: Private F. Bethune — [202, 805, 268, 814]
score-cell: 10 — [288, 788, 298, 797]
score-cell: —21 — [317, 851, 326, 869]
new-shapes: NEW SHAPES. — [999, 624, 1057, 634]
table-row — [202, 986, 326, 994]
shooter-name: Private J. Shaw — [202, 940, 256, 949]
column-rule — [329, 28, 330, 1536]
linen-item: Table Damasks — [940, 184, 994, 193]
linen-item: Pillow Cotton — [772, 184, 820, 193]
score-cell: —22 — [317, 835, 326, 852]
